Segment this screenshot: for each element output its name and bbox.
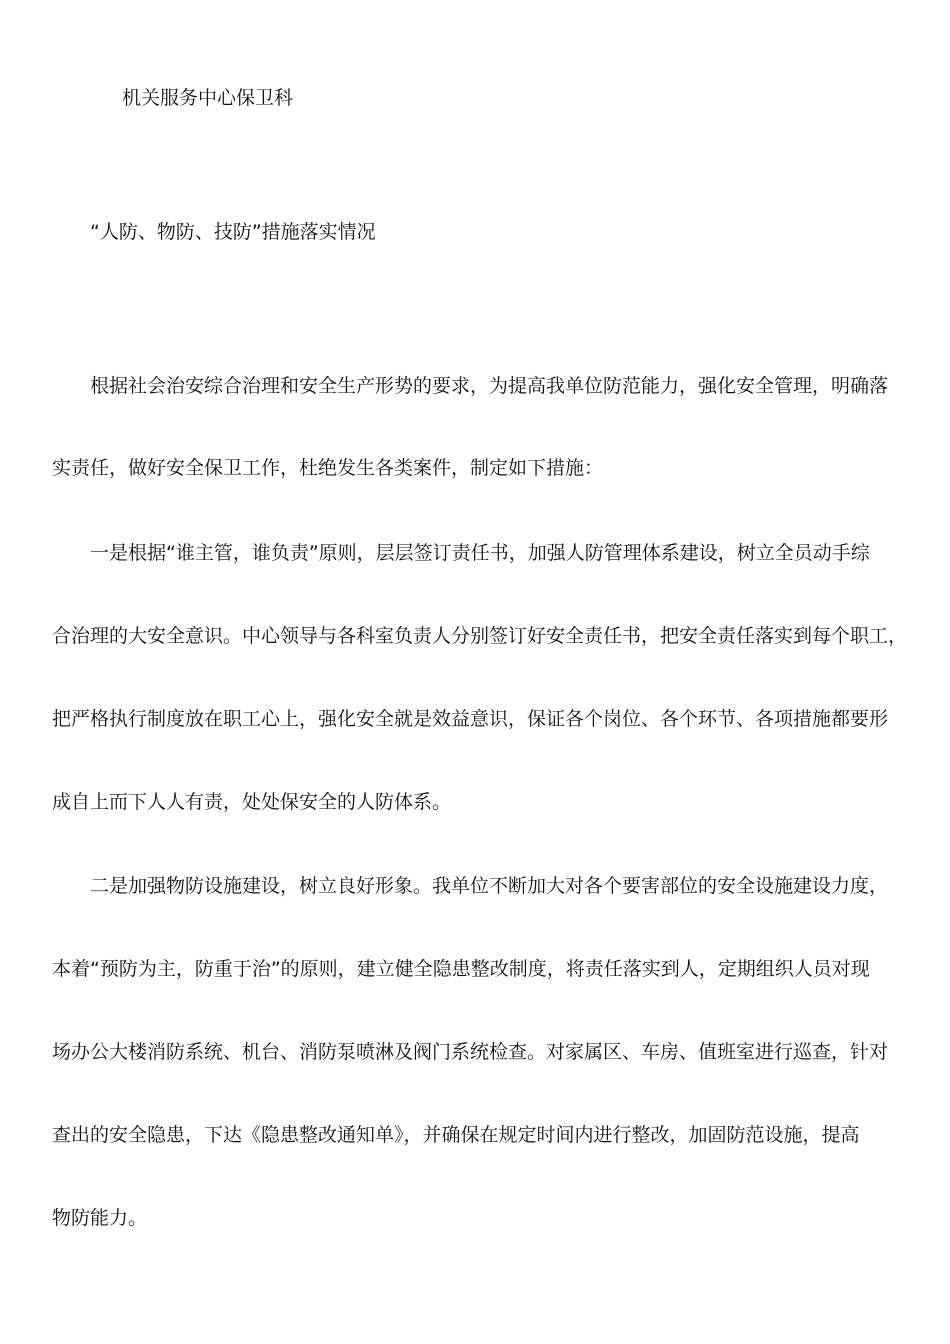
paragraph-2-line-3: 把严格执行制度放在职工心上，强化安全就是效益意识，保证各个岗位、各个环节、各项措施都要形: [52, 708, 889, 730]
organization-heading: 机关服务中心保卫科: [122, 87, 294, 109]
paragraph-3-line-2: 本着“预防为主，防重于治”的原则，建立健全隐患整改制度，将责任落实到人，定期组织人员对现: [52, 958, 870, 980]
paragraph-3-line-1: 二是加强物防设施建设，树立良好形象。我单位不断加大对各个要害部位的安全设施建设力度，: [90, 875, 889, 897]
paragraph-2-line-2: 合治理的大安全意识。中心领导与各科室负责人分别签订好安全责任书，把安全责任落实到每个职工，: [52, 625, 908, 647]
paragraph-1-line-1: 根据社会治安综合治理和安全生产形势的要求，为提高我单位防范能力，强化安全管理，明确落: [90, 375, 889, 397]
paragraph-3-line-5: 物防能力。: [52, 1207, 148, 1229]
paragraph-2-line-4: 成自上而下人人有责，处处保安全的人防体系。: [52, 791, 452, 813]
paragraph-3-line-3: 场办公大楼消防系统、机台、消防泵喷淋及阀门系统检查。对家属区、车房、值班室进行巡查，针对: [52, 1041, 889, 1063]
document-title: “人防、物防、技防”措施落实情况: [90, 221, 376, 243]
paragraph-2-line-1: 一是根据“谁主管，谁负责”原则，层层签订责任书，加强人防管理体系建设，树立全员动手综: [90, 542, 870, 564]
paragraph-3-line-4: 查出的安全隐患，下达《隐患整改通知单》，并确保在规定时间内进行整改，加固防范设施，提高: [52, 1124, 860, 1146]
paragraph-1-line-2: 实责任，做好安全保卫工作，杜绝发生各类案件，制定如下措施：: [52, 457, 604, 479]
